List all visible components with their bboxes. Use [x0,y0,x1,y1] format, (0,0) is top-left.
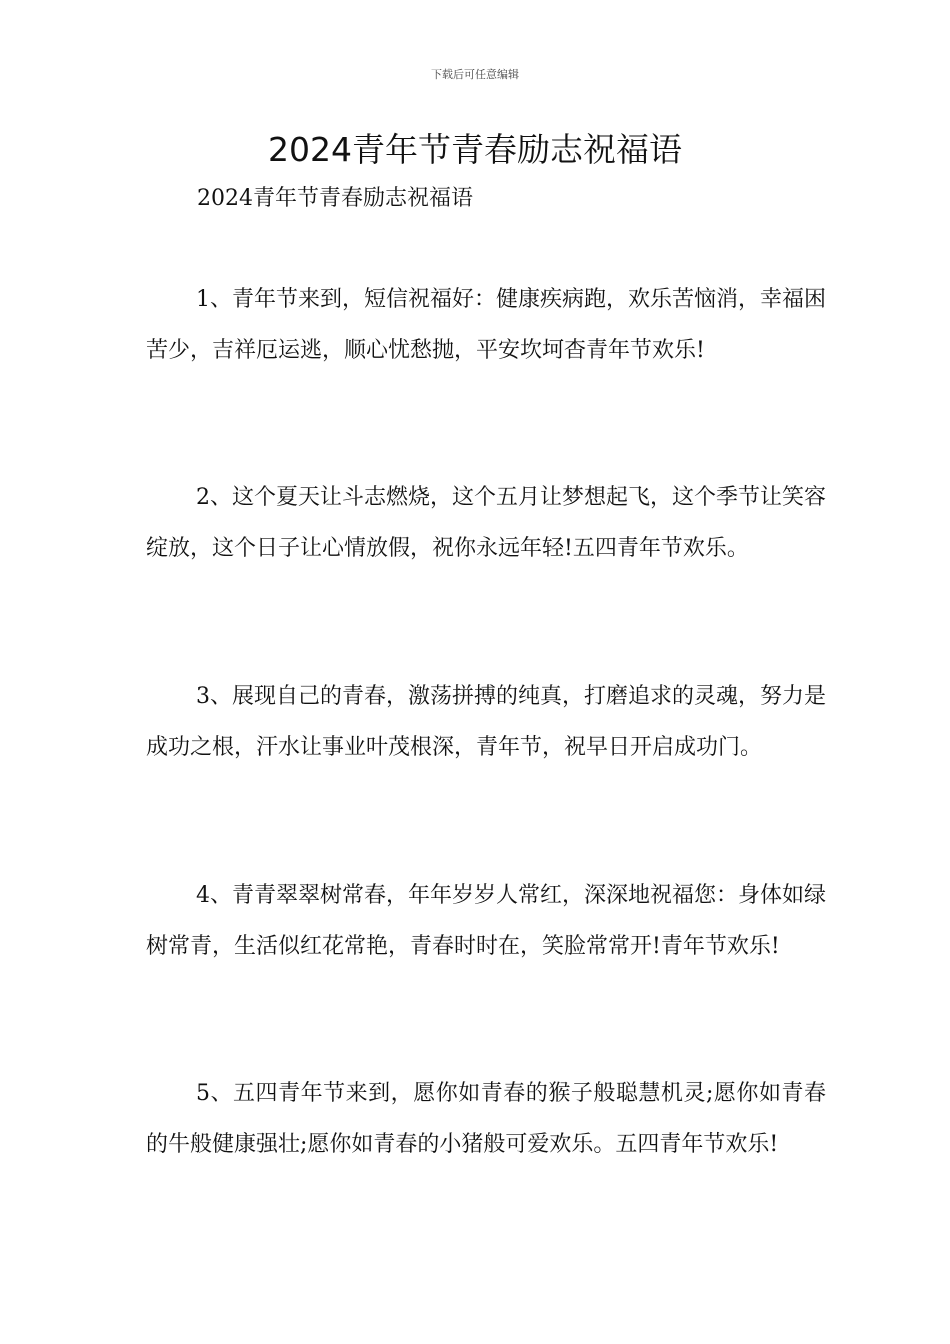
paragraph-2: 2、这个夏天让斗志燃烧，这个五月让梦想起飞，这个季节让笑容绽放，这个日子让心情放假，祝你永远年轻!五四青年节欢乐。 [146,485,826,561]
paragraph-5: 5、五四青年节来到，愿你如青春的猴子般聪慧机灵;愿你如青春的牛般健康强壮;愿你如青春的小猪般可爱欢乐。五四青年节欢乐! [146,1081,826,1157]
paragraph-3: 3、展现自己的青春，激荡拼搏的纯真，打磨追求的灵魂，努力是成功之根，汗水让事业叶茂根深，青年节，祝早日开启成功门。 [146,684,826,760]
paragraph-1: 1、青年节来到，短信祝福好：健康疾病跑，欢乐苦恼消，幸福困苦少，吉祥厄运逃，顺心忧愁抛，平安坎坷杳青年节欢乐! [146,287,826,363]
document-title: 2024青年节青春励志祝福语 [268,130,682,169]
paragraph-4: 4、青青翠翠树常春，年年岁岁人常红，深深地祝福您：身体如绿树常青，生活似红花常艳，青春时时在，笑脸常常开!青年节欢乐! [146,883,826,959]
header-note: 下载后可任意编辑 [431,68,519,81]
document-subtitle: 2024青年节青春励志祝福语 [197,186,473,211]
